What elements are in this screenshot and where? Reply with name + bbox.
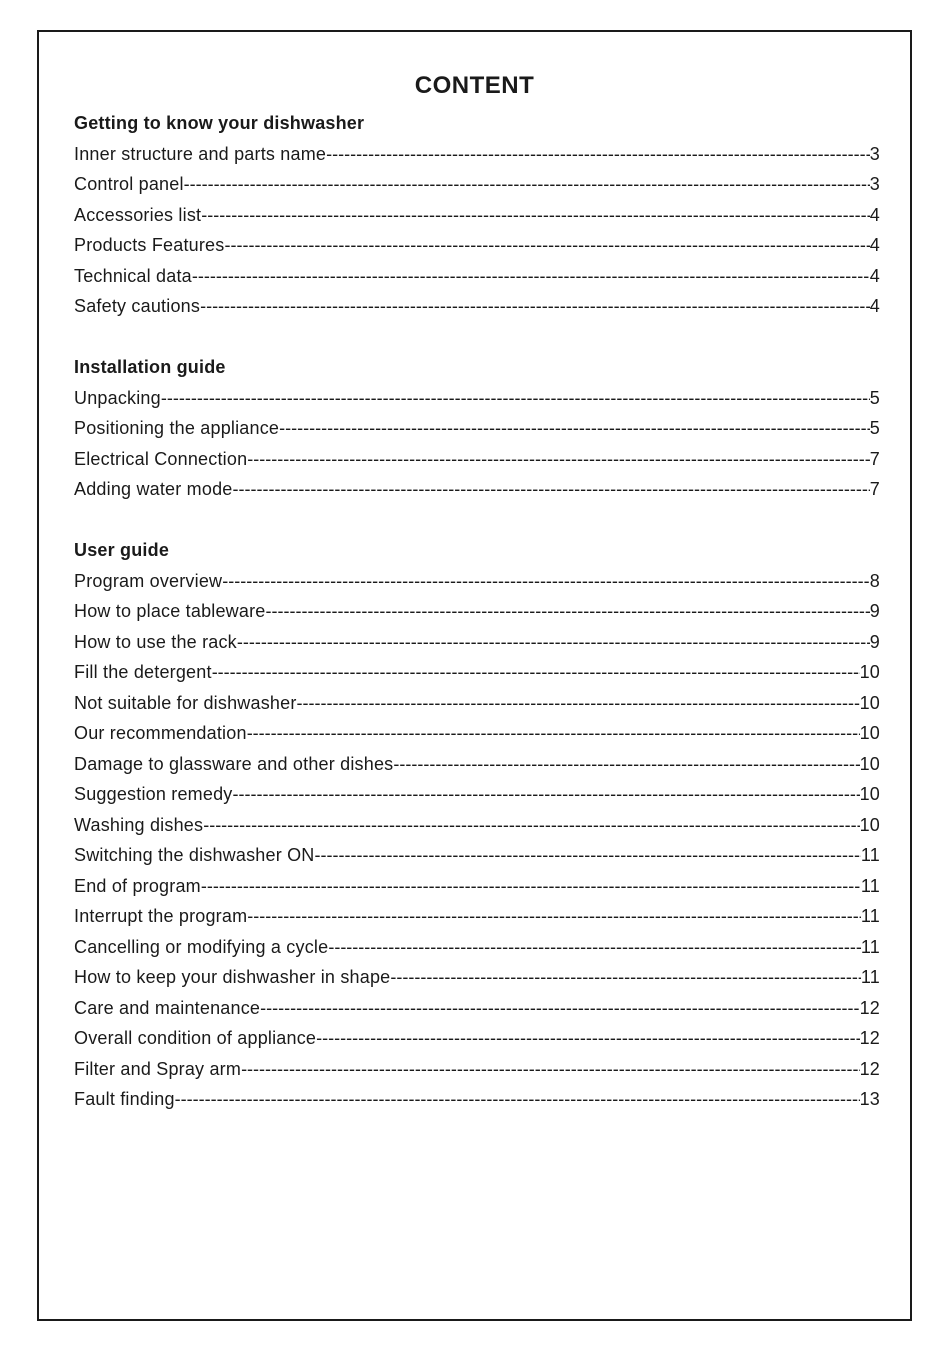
dotted-leader: [266, 596, 870, 627]
toc-entry-label: Fault finding: [74, 1089, 175, 1109]
dotted-leader: [203, 810, 859, 841]
toc-entry-page-number: 4: [869, 265, 880, 286]
toc-entry-page-number: 4: [869, 235, 880, 255]
toc-entry[interactable]: [74, 871, 880, 902]
toc-entry-page-number: 10: [859, 723, 880, 743]
toc-entry[interactable]: [74, 139, 880, 170]
dotted-leader: [161, 383, 870, 414]
toc-entry[interactable]: [74, 718, 880, 749]
dotted-leader: [184, 169, 870, 200]
toc-entry-label: Cancelling or modifying a cycle: [74, 936, 329, 957]
dotted-leader: [200, 291, 870, 322]
toc-entry[interactable]: [74, 596, 880, 627]
toc-entry[interactable]: [74, 291, 880, 322]
toc-entry-page-number: 13: [859, 1089, 880, 1109]
toc-entry-page-number: 7: [869, 448, 880, 469]
toc-entry[interactable]: [74, 1054, 880, 1085]
toc-entry[interactable]: [74, 1084, 880, 1115]
section-spacer: [74, 505, 880, 536]
toc-entry-page-number: 4: [869, 204, 880, 225]
toc-entry-label: Inner structure and parts name: [74, 143, 327, 164]
dotted-leader: [393, 749, 859, 780]
toc-entry-label: Electrical Connection: [74, 448, 248, 469]
dotted-leader: [260, 993, 859, 1024]
dotted-leader: [247, 901, 861, 932]
dotted-leader: [328, 932, 861, 963]
toc-entry-page-number: 4: [869, 296, 880, 316]
dotted-leader: [247, 444, 869, 475]
dotted-leader: [315, 840, 861, 871]
toc-entry-label: Our recommendation: [74, 723, 247, 743]
section-heading: Getting to know your dishwasher: [74, 113, 365, 133]
toc-entry-page-number: 9: [869, 601, 880, 621]
toc-entry-page-number: 11: [860, 967, 880, 987]
toc-entry-page-number: 10: [859, 692, 880, 713]
toc-entry-page-number: 11: [860, 845, 880, 865]
section-heading: Installation guide: [74, 357, 226, 377]
toc-entry[interactable]: [74, 230, 880, 261]
toc-entry-label: Fill the detergent: [74, 662, 212, 682]
toc-entry-label: Products Features: [74, 235, 225, 255]
toc-entry[interactable]: [74, 413, 880, 444]
toc-entry-label: Adding water mode: [74, 479, 233, 499]
dotted-leader: [175, 1084, 860, 1115]
dotted-leader: [192, 261, 870, 292]
toc-entry[interactable]: [74, 993, 880, 1024]
toc-entry-page-number: 10: [859, 784, 880, 804]
toc-entry-page-number: 10: [859, 753, 880, 774]
toc-entry[interactable]: [74, 962, 880, 993]
toc-entry[interactable]: [74, 810, 880, 841]
toc-entry-label: Control panel: [74, 174, 184, 194]
dotted-leader: [241, 1054, 860, 1085]
toc-entry-label: Program overview: [74, 570, 223, 591]
dotted-leader: [247, 718, 860, 749]
toc-entry[interactable]: [74, 169, 880, 200]
dotted-leader: [222, 566, 870, 597]
toc-entry-label: Not suitable for dishwasher: [74, 692, 297, 713]
toc-entry[interactable]: [74, 627, 880, 658]
toc-entry-page-number: 5: [869, 418, 880, 438]
toc-entry-page-number: 12: [859, 997, 880, 1018]
toc-entry-label: Positioning the appliance: [74, 418, 280, 438]
toc-entry[interactable]: [74, 383, 880, 414]
toc-entry-label: End of program: [74, 875, 201, 896]
toc-entry[interactable]: [74, 840, 880, 871]
toc-entry-page-number: 12: [859, 1028, 880, 1048]
toc-entry-label: Filter and Spray arm: [74, 1058, 242, 1079]
toc-entry-label: How to keep your dishwasher in shape: [74, 967, 391, 987]
toc-entry[interactable]: [74, 688, 880, 719]
page-title: CONTENT: [414, 72, 535, 99]
toc-entry[interactable]: [74, 749, 880, 780]
toc-entry-page-number: 10: [859, 814, 880, 835]
toc-entry-label: Overall condition of appliance: [74, 1028, 317, 1048]
toc-entry-label: How to place tableware: [74, 601, 266, 621]
toc-entry-label: Suggestion remedy: [74, 784, 233, 804]
toc-entry-label: Unpacking: [74, 387, 161, 408]
toc-entry[interactable]: [74, 779, 880, 810]
toc-entry[interactable]: [74, 901, 880, 932]
toc-entry[interactable]: [74, 261, 880, 292]
toc-entry-page-number: 7: [869, 479, 880, 499]
toc-entry[interactable]: [74, 932, 880, 963]
dotted-leader: [233, 474, 870, 505]
toc-entry-page-number: 11: [860, 875, 880, 896]
toc-entry[interactable]: [74, 566, 880, 597]
dotted-leader: [201, 200, 870, 231]
toc-entry[interactable]: [74, 657, 880, 688]
toc-entry-label: Care and maintenance: [74, 997, 261, 1018]
dotted-leader: [316, 1023, 859, 1054]
dotted-leader: [297, 688, 860, 719]
section-spacer: [74, 322, 880, 353]
toc-entry-page-number: 5: [869, 387, 880, 408]
toc-entry[interactable]: [74, 474, 880, 505]
dotted-leader: [326, 139, 870, 170]
page-border: [37, 30, 912, 1321]
toc-entry[interactable]: [74, 200, 880, 231]
toc-entry[interactable]: [74, 444, 880, 475]
toc-entry-label: Technical data: [74, 265, 192, 286]
dotted-leader: [233, 779, 860, 810]
toc-entry-label: Damage to glassware and other dishes: [74, 753, 394, 774]
toc-entry-page-number: 12: [859, 1058, 880, 1079]
toc-entry-page-number: 3: [869, 143, 880, 164]
toc-entry-label: Switching the dishwasher ON: [74, 845, 315, 865]
toc-entry-page-number: 9: [869, 631, 880, 652]
section-heading: User guide: [74, 540, 170, 560]
toc-entry[interactable]: [74, 1023, 880, 1054]
toc-entry-label: How to use the rack: [74, 631, 237, 652]
dotted-leader: [390, 962, 861, 993]
toc-entry-page-number: 10: [859, 662, 880, 682]
toc-entry-label: Safety cautions: [74, 296, 201, 316]
table-of-contents: [74, 108, 880, 1115]
dotted-leader: [201, 871, 861, 902]
dotted-leader: [237, 627, 870, 658]
toc-entry-label: Accessories list: [74, 204, 202, 225]
dotted-leader: [279, 413, 870, 444]
toc-entry-page-number: 11: [860, 936, 880, 957]
dotted-leader: [212, 657, 860, 688]
toc-entry-page-number: 11: [860, 906, 880, 926]
toc-entry-page-number: 8: [869, 570, 880, 591]
dotted-leader: [224, 230, 869, 261]
toc-entry-page-number: 3: [869, 174, 880, 194]
toc-entry-label: Interrupt the program: [74, 906, 248, 926]
toc-entry-label: Washing dishes: [74, 814, 204, 835]
